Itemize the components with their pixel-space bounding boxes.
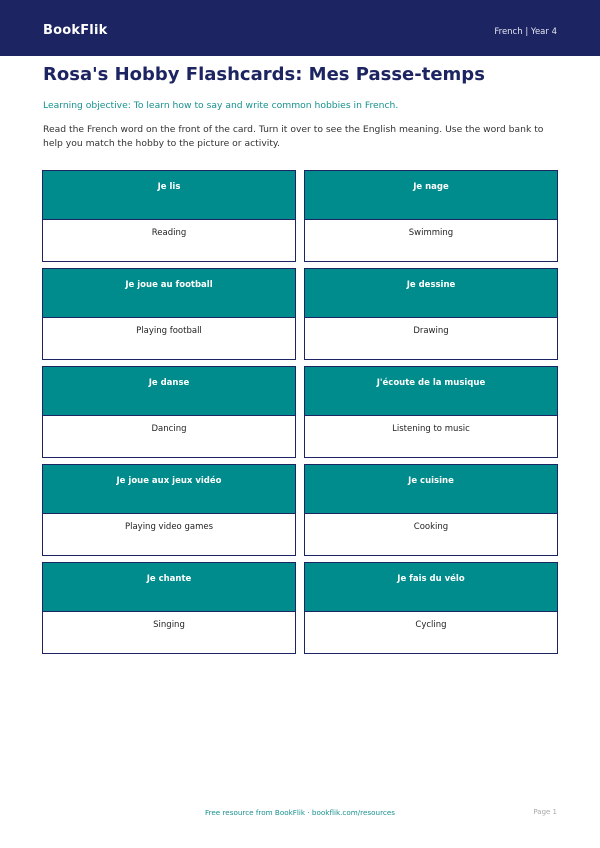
card-back-english: Dancing — [43, 415, 295, 457]
card-front-french: Je danse — [43, 367, 295, 415]
card-front-french: J'écoute de la musique — [305, 367, 557, 415]
card-front-french: Je nage — [305, 171, 557, 219]
card-back-english: Playing football — [43, 317, 295, 359]
flashcard[interactable] — [304, 268, 558, 360]
flashcard[interactable] — [42, 366, 296, 458]
instructions: Read the French word on the front of the card. Turn it over to see the English meaning. Use the word bank to help you match the hobby to the picture or activity. — [43, 124, 544, 149]
subject-year-label: French | Year 4 — [494, 27, 557, 37]
flashcard-grid — [42, 170, 558, 654]
flashcard[interactable] — [42, 268, 296, 360]
card-front-french: Je joue au football — [43, 269, 295, 317]
page-title: Rosa's Hobby Flashcards: Mes Passe-temps — [43, 64, 485, 85]
flashcard[interactable] — [304, 562, 558, 654]
card-front-french: Je dessine — [305, 269, 557, 317]
card-front-french: Je joue aux jeux vidéo — [43, 465, 295, 513]
flashcard[interactable] — [42, 562, 296, 654]
card-back-english: Reading — [43, 219, 295, 261]
flashcard[interactable] — [42, 464, 296, 556]
footer-resource-link[interactable]: Free resource from BookFlik · bookflik.com/resources — [204, 808, 396, 817]
flashcard[interactable] — [42, 170, 296, 262]
header-bar — [0, 0, 600, 56]
card-front-french: Je lis — [43, 171, 295, 219]
card-back-english: Cycling — [305, 611, 557, 653]
card-front-french: Je fais du vélo — [305, 563, 557, 611]
card-back-english: Listening to music — [305, 415, 557, 457]
card-front-french: Je chante — [43, 563, 295, 611]
learning-objective: Learning objective: To learn how to say and write common hobbies in French. — [43, 100, 399, 111]
card-back-english: Cooking — [305, 513, 557, 555]
page-number: Page 1 — [533, 808, 557, 816]
card-back-english: Singing — [43, 611, 295, 653]
card-back-english: Drawing — [305, 317, 557, 359]
flashcard[interactable] — [304, 464, 558, 556]
flashcard[interactable] — [304, 170, 558, 262]
card-back-english: Playing video games — [43, 513, 295, 555]
card-front-french: Je cuisine — [305, 465, 557, 513]
flashcard[interactable] — [304, 366, 558, 458]
card-back-english: Swimming — [305, 219, 557, 261]
brand-logo[interactable]: BookFlik — [43, 23, 108, 38]
